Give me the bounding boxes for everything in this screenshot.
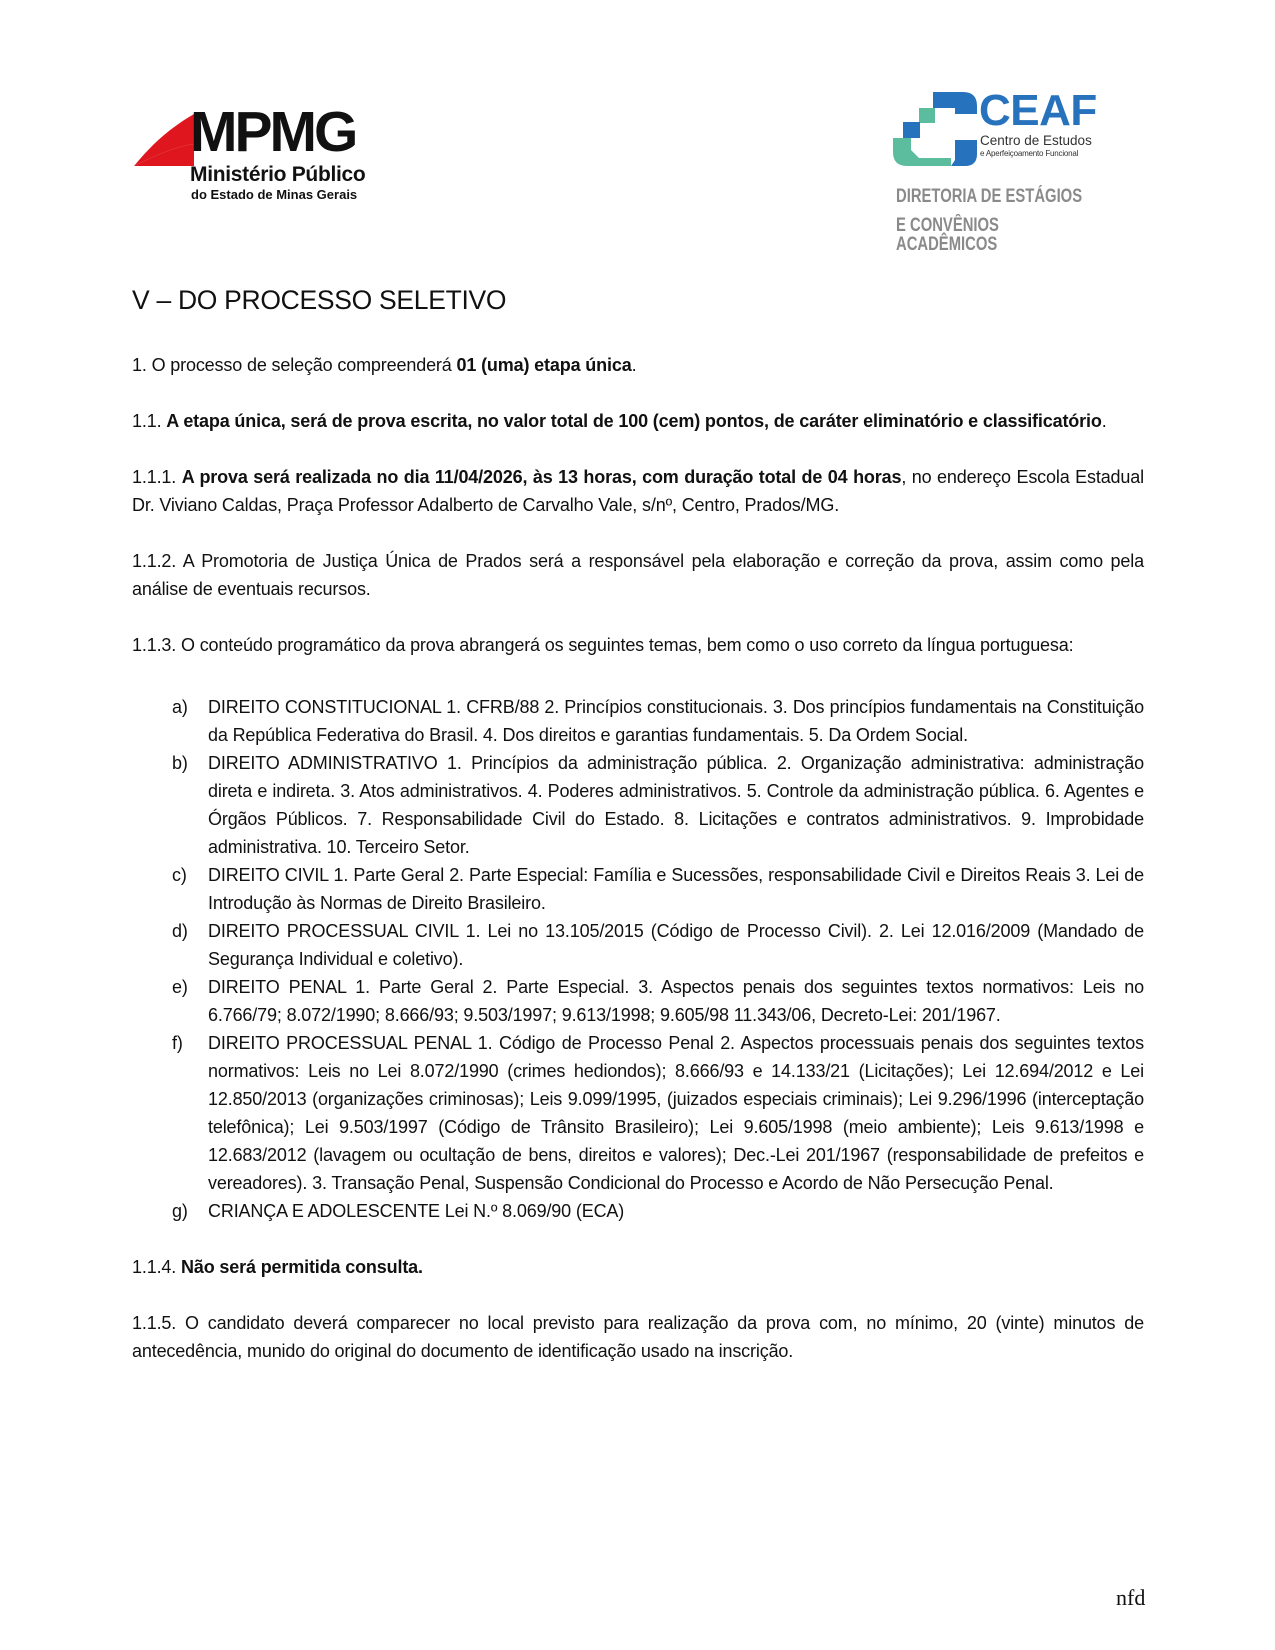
topic-marker: b) [172, 753, 188, 773]
paragraph-1-1-bold: A etapa única, será de prova escrita, no valor total de 100 (cem) pontos, de caráter eliminatório e classificatório [166, 411, 1102, 431]
mpmg-logo-line2: do Estado de Minas Gerais [191, 187, 358, 202]
topic-item [132, 693, 1144, 749]
paragraph-1-1-3: 1.1.3. O conteúdo programático da prova abrangerá os seguintes temas, bem como o uso correto da língua portuguesa: [132, 635, 1074, 655]
paragraph-1-1-2: 1.1.2. A Promotoria de Justiça Única de Prados será a responsável pela elaboração e correção da prova, assim como pela análise de eventuais recursos. [132, 551, 1144, 599]
directorate-line1: DIRETORIA DE ESTÁGIOS [896, 186, 1083, 207]
topic-item [132, 1029, 1144, 1197]
mpmg-logo-acronym: MPMG [190, 100, 356, 164]
topic-marker: d) [172, 921, 188, 941]
paragraph-1-1-number: 1.1. [132, 411, 167, 431]
ceaf-logo [893, 86, 1153, 255]
paragraph-1-1-4 [132, 1253, 1144, 1281]
mpmg-logo [134, 100, 396, 208]
paragraph-1-suffix: . [631, 355, 637, 375]
ceaf-logo-subtitle2: e Aperfeiçoamento Funcional [980, 149, 1079, 158]
topic-text: DIREITO PENAL 1. Parte Geral 2. Parte Especial. 3. Aspectos penais dos seguintes textos normativos: Leis no 6.766/79; 8.072/1990; 8.666/93; 9.503/1997; 9.613/1998; 9.605/98 11.343/06, Decreto-Lei: 201/1967. [208, 977, 1144, 1025]
mpmg-logo-line1: Ministério Público [190, 163, 366, 186]
topic-item [132, 973, 1144, 1029]
paragraph-1-1-1-text: , no endereço Escola Estadual Dr. Viviano Caldas, Praça Professor Adalberto de Carvalho Vale, s/nº, Centro, Prados/MG. [132, 467, 1144, 515]
directorate-line2: E CONVÊNIOS ACADÊMICOS [896, 215, 999, 255]
paragraph-1-1 [132, 407, 1144, 435]
mpmg-logo-red-triangle-icon [134, 114, 196, 166]
paragraph-1-1-5: 1.1.5. O candidato deverá comparecer no local previsto para realização da prova com, no mínimo, 20 (vinte) minutos de antecedência, munido do original do documento de identificação usado na inscrição. [132, 1313, 1144, 1361]
topic-text: CRIANÇA E ADOLESCENTE Lei N.º 8.069/90 (ECA) [208, 1201, 625, 1221]
topic-marker: a) [172, 697, 188, 717]
section-title: V – DO PROCESSO SELETIVO [132, 285, 507, 315]
topic-text: DIREITO PROCESSUAL PENAL 1. Código de Processo Penal 2. Aspectos processuais penais dos seguintes textos normativos: Leis no Lei 8.072/1990 (crimes hediondos); 8.666/93 e 14.133/21 (Licitações); Lei 12.694/2012 e Lei 12.850/2013 (organizações criminosas); Leis 9.099/1995, (juizados especiais criminais); Lei 9.296/1996 (interceptação telefônica); Lei 9.503/1997 (Código de Trânsito Brasileiro); Lei 9.605/1998 (meio ambiente); Leis 9.613/1998 e 12.683/2012 (lavagem ou ocultação de bens, direitos e valores); Dec.-Lei 201/1967 (responsabilidade de prefeitos e vereadores). 3. Transação Penal, Suspensão Condicional do Processo e Acordo de Não Persecução Penal. [208, 1033, 1144, 1193]
topic-text: DIREITO ADMINISTRATIVO 1. Princípios da administração pública. 2. Organização administrativa: administração direta e indireta. 3. Atos administrativos. 4. Poderes administrativos. 5. Controle da administração pública. 6. Agentes e Órgãos Públicos. 7. Responsabilidade Civil do Estado. 8. Licitações e contratos administrativos. 9. Improbidade administrativa. 10. Terceiro Setor. [208, 753, 1144, 857]
paragraph-1-1-1-number: 1.1.1. [132, 467, 182, 487]
ceaf-logo-mark-icon [893, 92, 977, 166]
paragraph-1-1-4-bold: Não será permitida consulta. [181, 1257, 423, 1277]
topic-item [132, 861, 1144, 917]
topics-list [132, 693, 1144, 1225]
ceaf-logo-subtitle1: Centro de Estudos [980, 133, 1092, 148]
topic-text: DIREITO CONSTITUCIONAL 1. CFRB/88 2. Princípios constitucionais. 3. Dos princípios fundamentais na Constituição da República Federativa do Brasil. 4. Dos direitos e garantias fundamentais. 5. Da Ordem Social. [208, 697, 1144, 745]
topic-item [132, 749, 1144, 861]
topic-marker: f) [172, 1033, 183, 1053]
topic-item [132, 917, 1144, 973]
paragraph-1-text: 1. O processo de seleção compreenderá [132, 355, 457, 375]
topic-marker: e) [172, 977, 188, 997]
paragraph-1-1-1-bold: A prova será realizada no dia 11/04/2026, às 13 horas, com duração total de 04 horas [181, 467, 902, 487]
footer-mark: nfd [1116, 1585, 1146, 1610]
document-body [132, 283, 1144, 1393]
topic-marker: g) [172, 1201, 188, 1221]
topic-item [132, 1197, 1144, 1225]
paragraph-1-1-suffix: . [1101, 411, 1107, 431]
paragraph-1 [132, 351, 1144, 379]
topic-text: DIREITO CIVIL 1. Parte Geral 2. Parte Especial: Família e Sucessões, responsabilidade Civil e Direitos Reais 3. Lei de Introdução às Normas de Direito Brasileiro. [208, 865, 1144, 913]
ceaf-logo-acronym: CEAF [979, 86, 1097, 135]
topic-marker: c) [172, 865, 187, 885]
paragraph-1-1-4-number: 1.1.4. [132, 1257, 181, 1277]
topic-text: DIREITO PROCESSUAL CIVIL 1. Lei no 13.105/2015 (Código de Processo Civil). 2. Lei 12.016/2009 (Mandado de Segurança Individual e coletivo). [208, 921, 1144, 969]
paragraph-1-bold: 01 (uma) etapa única [456, 355, 632, 375]
paragraph-1-1-1 [132, 463, 1144, 519]
